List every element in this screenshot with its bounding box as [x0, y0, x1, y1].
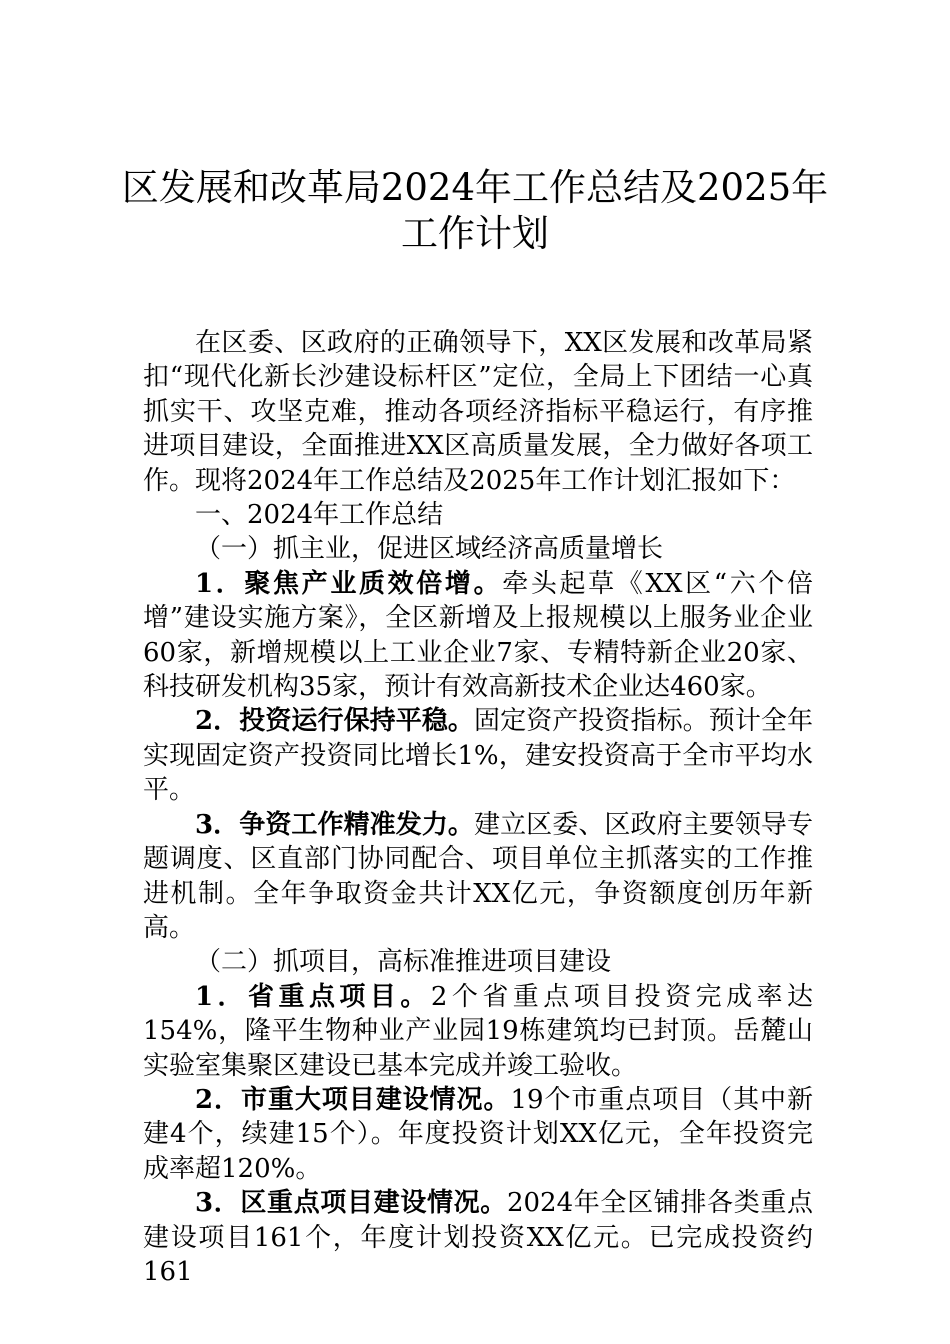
paragraph-text: 2个省重点项目投资完成率达154%，隆平生物种业产业园19栋建筑均已封顶。岳麓山实验室集聚区建设已基本完成并竣工验收。	[143, 981, 814, 1081]
paragraph-text: 建立区委、区政府主要领导专题调度、区直部门协同配合、项目单位主抓落实的工作推进机制。全年争取资金共计XX亿元，争资额度创历年新高。	[143, 809, 813, 943]
paragraph-text: 2024年全区铺排各类重点建设项目161个，年度计划投资XX亿元。已完成投资约161	[143, 1188, 814, 1287]
list-item-paragraph	[143, 808, 813, 946]
subsection-heading	[143, 532, 813, 566]
list-item-paragraph	[143, 980, 813, 1083]
section-heading	[143, 498, 813, 532]
paragraph-lead: 2．市重大项目建设情况。	[195, 1084, 511, 1115]
paragraph-text: 19个市重点项目（其中新建4个，续建15个）。年度投资计划XX亿元，全年投资完成率超120%。	[143, 1084, 813, 1184]
document-title-line-1: 区发展和改革局2024年工作总结及2025年	[121, 166, 829, 209]
list-item-paragraph	[143, 1083, 813, 1186]
list-item-paragraph	[143, 567, 813, 705]
paragraph-text: 一、2024年工作总结	[195, 500, 444, 531]
list-item-paragraph	[143, 704, 813, 807]
list-item-paragraph	[143, 1186, 813, 1289]
subsection-heading	[143, 945, 813, 979]
paragraph-text: 在区委、区政府的正确领导下，XX区发展和改革局紧扣“现代化新长沙建设标杆区”定位，全局上下团结一心真抓实干、攻坚克难，推动各项经济指标平稳运行，有序推进项目建设，全面推进XX区高质量发展，全力做好各项工作。现将2024年工作总结及2025年工作计划汇报如下：	[143, 328, 813, 496]
paragraph-lead: 2．投资运行保持平稳。	[195, 706, 474, 737]
intro-paragraph	[143, 326, 813, 498]
paragraph-lead: 3．争资工作精准发力。	[195, 809, 474, 840]
paragraph-lead: 1．聚焦产业质效倍增。	[195, 568, 503, 599]
paragraph-lead: 3．区重点项目建设情况。	[195, 1188, 507, 1219]
paragraph-text: （二）抓项目，高标准推进项目建设	[195, 947, 612, 978]
document-title-line-2: 工作计划	[401, 212, 549, 255]
paragraph-lead: 1．省重点项目。	[195, 981, 431, 1012]
document-body	[143, 326, 813, 1289]
paragraph-text: 牵头起草《XX区“六个倍增”建设实施方案》，全区新增及上报规模以上服务业企业60家，新增规模以上工业企业7家、专精特新企业20家、科技研发机构35家，预计有效高新技术企业达460家。	[143, 568, 814, 703]
paragraph-text: 固定资产投资指标。预计全年实现固定资产投资同比增长1%，建安投资高于全市平均水平。	[143, 706, 813, 806]
paragraph-text: （一）抓主业，促进区域经济高质量增长	[195, 534, 664, 565]
